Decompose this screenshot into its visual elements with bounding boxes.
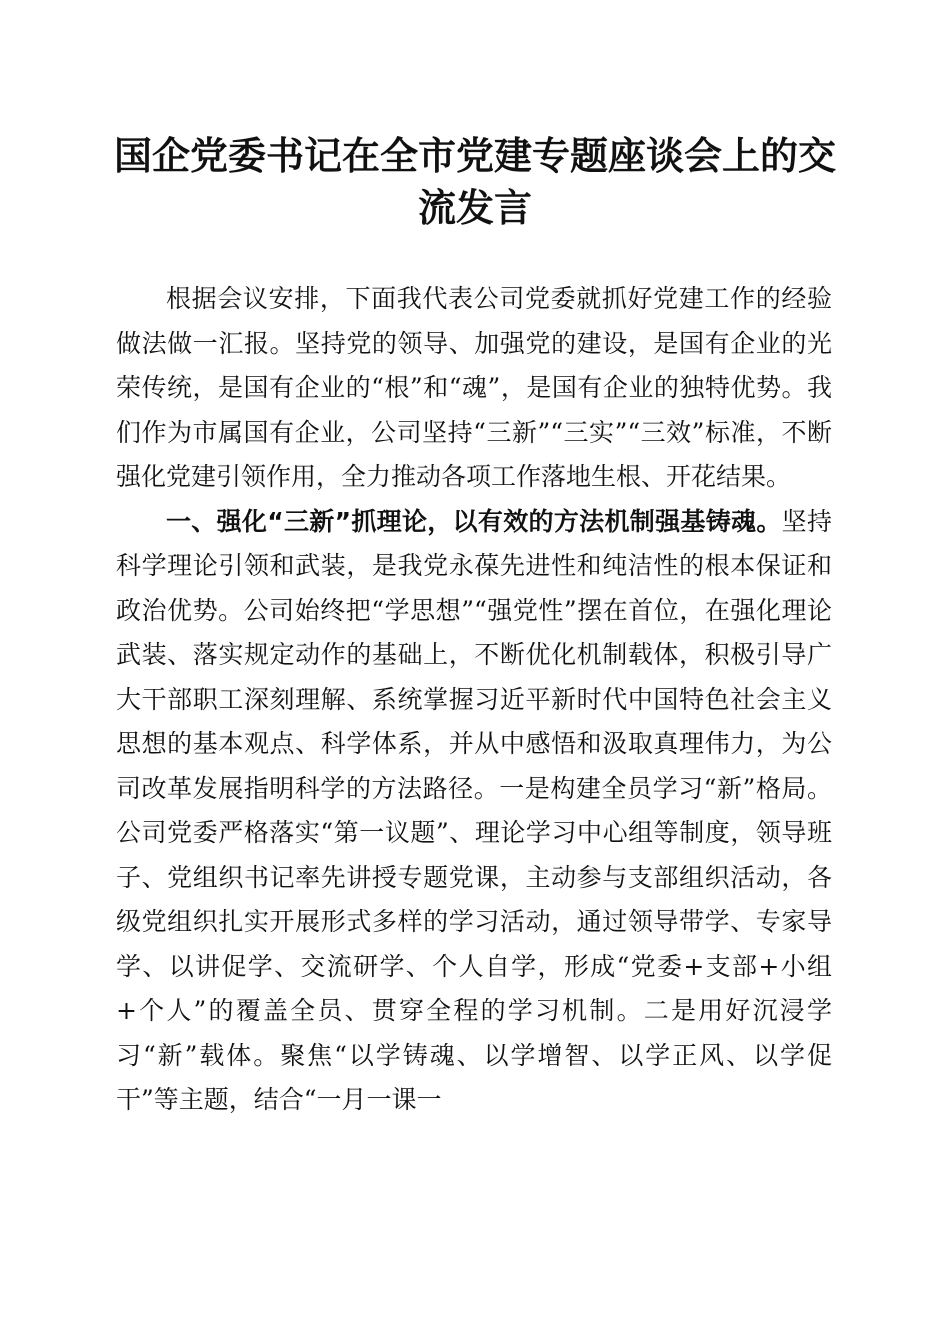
section-heading: 一、强化“三新”抓理论，以有效的方法机制强基铸魂。 <box>166 506 782 536</box>
paragraph-intro <box>116 277 832 500</box>
paragraph-section-one <box>116 500 832 1123</box>
document-title: 国企党委书记在全市党建专题座谈会上的交流发言 <box>113 133 836 230</box>
document-body <box>116 277 832 1123</box>
paragraph-text: 根据会议安排，下面我代表公司党委就抓好党建工作的经验做法做一汇报。坚持党的领导、加强党的建设，是国有企业的光荣传统，是国有企业的“根”和“魂”，是国有企业的独特优势。我们作为市属国有企业，公司坚持“三新”“三实”“三效”标准，不断强化党建引领作用，全力推动各项工作落地生根、开花结果。 <box>116 284 832 491</box>
paragraph-text: 坚持科学理论引领和武装，是我党永葆先进性和纯洁性的根本保证和政治优势。公司始终把“学思想”“强党性”摆在首位，在强化理论武装、落实规定动作的基础上，不断优化机制载体，积极引导广大干部职工深刻理解、系统掌握习近平新时代中国特色社会主义思想的基本观点、科学体系，并从中感悟和汲取真理伟力，为公司改革发展指明科学的方法路径。一是构建全员学习“新”格局。公司党委严格落实“第一议题”、理论学习中心组等制度，领导班子、党组织书记率先讲授专题党课，主动参与支部组织活动，各级党组织扎实开展形式多样的学习活动，通过领导带学、专家导学、以讲促学、交流研学、个人自学，形成“党委+支部+小组+个人”的覆盖全员、贯穿全程的学习机制。二是用好沉浸学习“新”载体。聚焦“以学铸魂、以学增智、以学正风、以学促干”等主题，结合“一月一课一 <box>116 506 832 1114</box>
